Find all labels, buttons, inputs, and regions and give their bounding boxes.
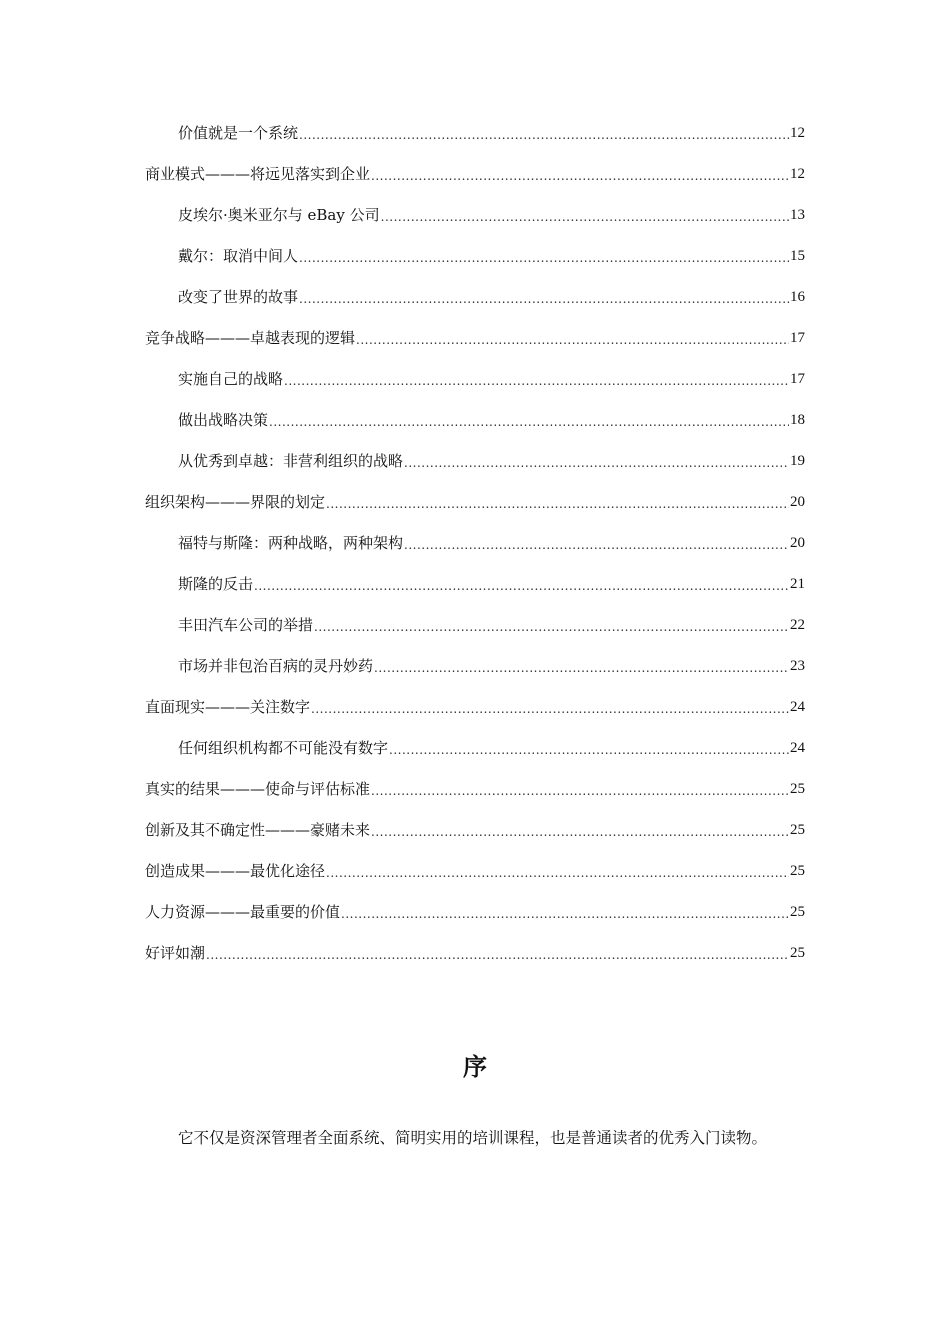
toc-entry-title: 丰田汽车公司的举措 bbox=[178, 615, 314, 634]
toc-leader-dots bbox=[299, 248, 789, 268]
toc-entry[interactable] bbox=[0, 768, 950, 809]
toc-entry-page: 20 bbox=[790, 534, 805, 551]
toc-leader-dots bbox=[389, 740, 789, 760]
toc-entry-title: 创造成果———最优化途径 bbox=[145, 861, 326, 880]
toc-entry-page: 25 bbox=[790, 821, 805, 838]
toc-entry[interactable] bbox=[0, 276, 950, 317]
toc-leader-dots bbox=[269, 412, 789, 432]
toc-entry[interactable] bbox=[0, 727, 950, 768]
toc-entry[interactable] bbox=[0, 194, 950, 235]
toc-entry[interactable] bbox=[0, 399, 950, 440]
toc-entry-page: 13 bbox=[790, 206, 805, 223]
toc-entry-page: 12 bbox=[790, 165, 805, 182]
toc-leader-dots bbox=[371, 822, 789, 842]
toc-entry-title: 改变了世界的故事 bbox=[178, 287, 299, 306]
toc-leader-dots bbox=[404, 453, 789, 473]
toc-entry[interactable] bbox=[0, 850, 950, 891]
toc-entry-title: 做出战略决策 bbox=[178, 410, 269, 429]
toc-entry[interactable] bbox=[0, 481, 950, 522]
toc-entry-title: 价值就是一个系统 bbox=[178, 123, 299, 142]
section-heading: 序 bbox=[463, 1052, 487, 1082]
toc-entry-page: 25 bbox=[790, 903, 805, 920]
toc-entry[interactable] bbox=[0, 522, 950, 563]
toc-entry[interactable] bbox=[0, 112, 950, 153]
toc-entry[interactable] bbox=[0, 809, 950, 850]
toc-entry[interactable] bbox=[0, 563, 950, 604]
toc-entry-title: 直面现实———关注数字 bbox=[145, 697, 311, 716]
toc-entry-title: 实施自己的战略 bbox=[178, 369, 284, 388]
toc-entry-page: 17 bbox=[790, 370, 805, 387]
toc-leader-dots bbox=[326, 863, 789, 883]
toc-leader-dots bbox=[371, 166, 789, 186]
toc-entry-title: 组织架构———界限的划定 bbox=[145, 492, 326, 511]
toc-entry-title: 从优秀到卓越：非营利组织的战略 bbox=[178, 451, 404, 470]
toc-leader-dots bbox=[381, 207, 789, 227]
toc-entry-title: 竞争战略———卓越表现的逻辑 bbox=[145, 328, 356, 347]
toc-entry-page: 15 bbox=[790, 247, 805, 264]
toc-entry-title: 斯隆的反击 bbox=[178, 574, 254, 593]
toc-leader-dots bbox=[326, 494, 789, 514]
toc-entry-page: 19 bbox=[790, 452, 805, 469]
toc-entry[interactable] bbox=[0, 932, 950, 973]
toc-entry-page: 17 bbox=[790, 329, 805, 346]
toc-entry-title: 商业模式———将远见落实到企业 bbox=[145, 164, 371, 183]
toc-leader-dots bbox=[314, 617, 789, 637]
table-of-contents bbox=[0, 112, 950, 973]
toc-entry[interactable] bbox=[0, 440, 950, 481]
toc-entry-page: 22 bbox=[790, 616, 805, 633]
toc-leader-dots bbox=[341, 904, 789, 924]
toc-leader-dots bbox=[371, 781, 789, 801]
toc-entry[interactable] bbox=[0, 317, 950, 358]
toc-leader-dots bbox=[254, 576, 789, 596]
toc-entry-title: 好评如潮 bbox=[145, 943, 206, 962]
toc-entry-title: 福特与斯隆：两种战略，两种架构 bbox=[178, 533, 404, 552]
toc-entry-title: 皮埃尔·奥米亚尔与 eBay 公司 bbox=[178, 205, 380, 224]
toc-entry[interactable] bbox=[0, 358, 950, 399]
toc-leader-dots bbox=[284, 371, 789, 391]
toc-entry-page: 18 bbox=[790, 411, 805, 428]
intro-paragraph: 它不仅是资深管理者全面系统、简明实用的培训课程，也是普通读者的优秀入门读物。 bbox=[178, 1128, 768, 1147]
toc-leader-dots bbox=[374, 658, 789, 678]
toc-leader-dots bbox=[299, 289, 789, 309]
toc-leader-dots bbox=[311, 699, 789, 719]
toc-entry-page: 25 bbox=[790, 944, 805, 961]
toc-leader-dots bbox=[206, 945, 789, 965]
toc-entry-page: 25 bbox=[790, 780, 805, 797]
toc-entry[interactable] bbox=[0, 645, 950, 686]
toc-entry-title: 戴尔：取消中间人 bbox=[178, 246, 299, 265]
toc-entry-page: 25 bbox=[790, 862, 805, 879]
toc-entry[interactable] bbox=[0, 153, 950, 194]
toc-entry-page: 12 bbox=[790, 124, 805, 141]
toc-leader-dots bbox=[299, 125, 789, 145]
toc-entry-page: 16 bbox=[790, 288, 805, 305]
toc-entry-title: 市场并非包治百病的灵丹妙药 bbox=[178, 656, 374, 675]
toc-entry-page: 24 bbox=[790, 698, 805, 715]
toc-entry-page: 21 bbox=[790, 575, 805, 592]
toc-leader-dots bbox=[356, 330, 789, 350]
toc-entry[interactable] bbox=[0, 604, 950, 645]
toc-entry-title: 创新及其不确定性———豪赌未来 bbox=[145, 820, 371, 839]
toc-entry-title: 任何组织机构都不可能没有数字 bbox=[178, 738, 389, 757]
toc-entry-page: 20 bbox=[790, 493, 805, 510]
toc-entry-page: 24 bbox=[790, 739, 805, 756]
toc-entry[interactable] bbox=[0, 891, 950, 932]
toc-entry-page: 23 bbox=[790, 657, 805, 674]
toc-entry[interactable] bbox=[0, 235, 950, 276]
toc-leader-dots bbox=[404, 535, 789, 555]
toc-entry-title: 真实的结果———使命与评估标准 bbox=[145, 779, 371, 798]
toc-entry[interactable] bbox=[0, 686, 950, 727]
toc-entry-title: 人力资源———最重要的价值 bbox=[145, 902, 341, 921]
